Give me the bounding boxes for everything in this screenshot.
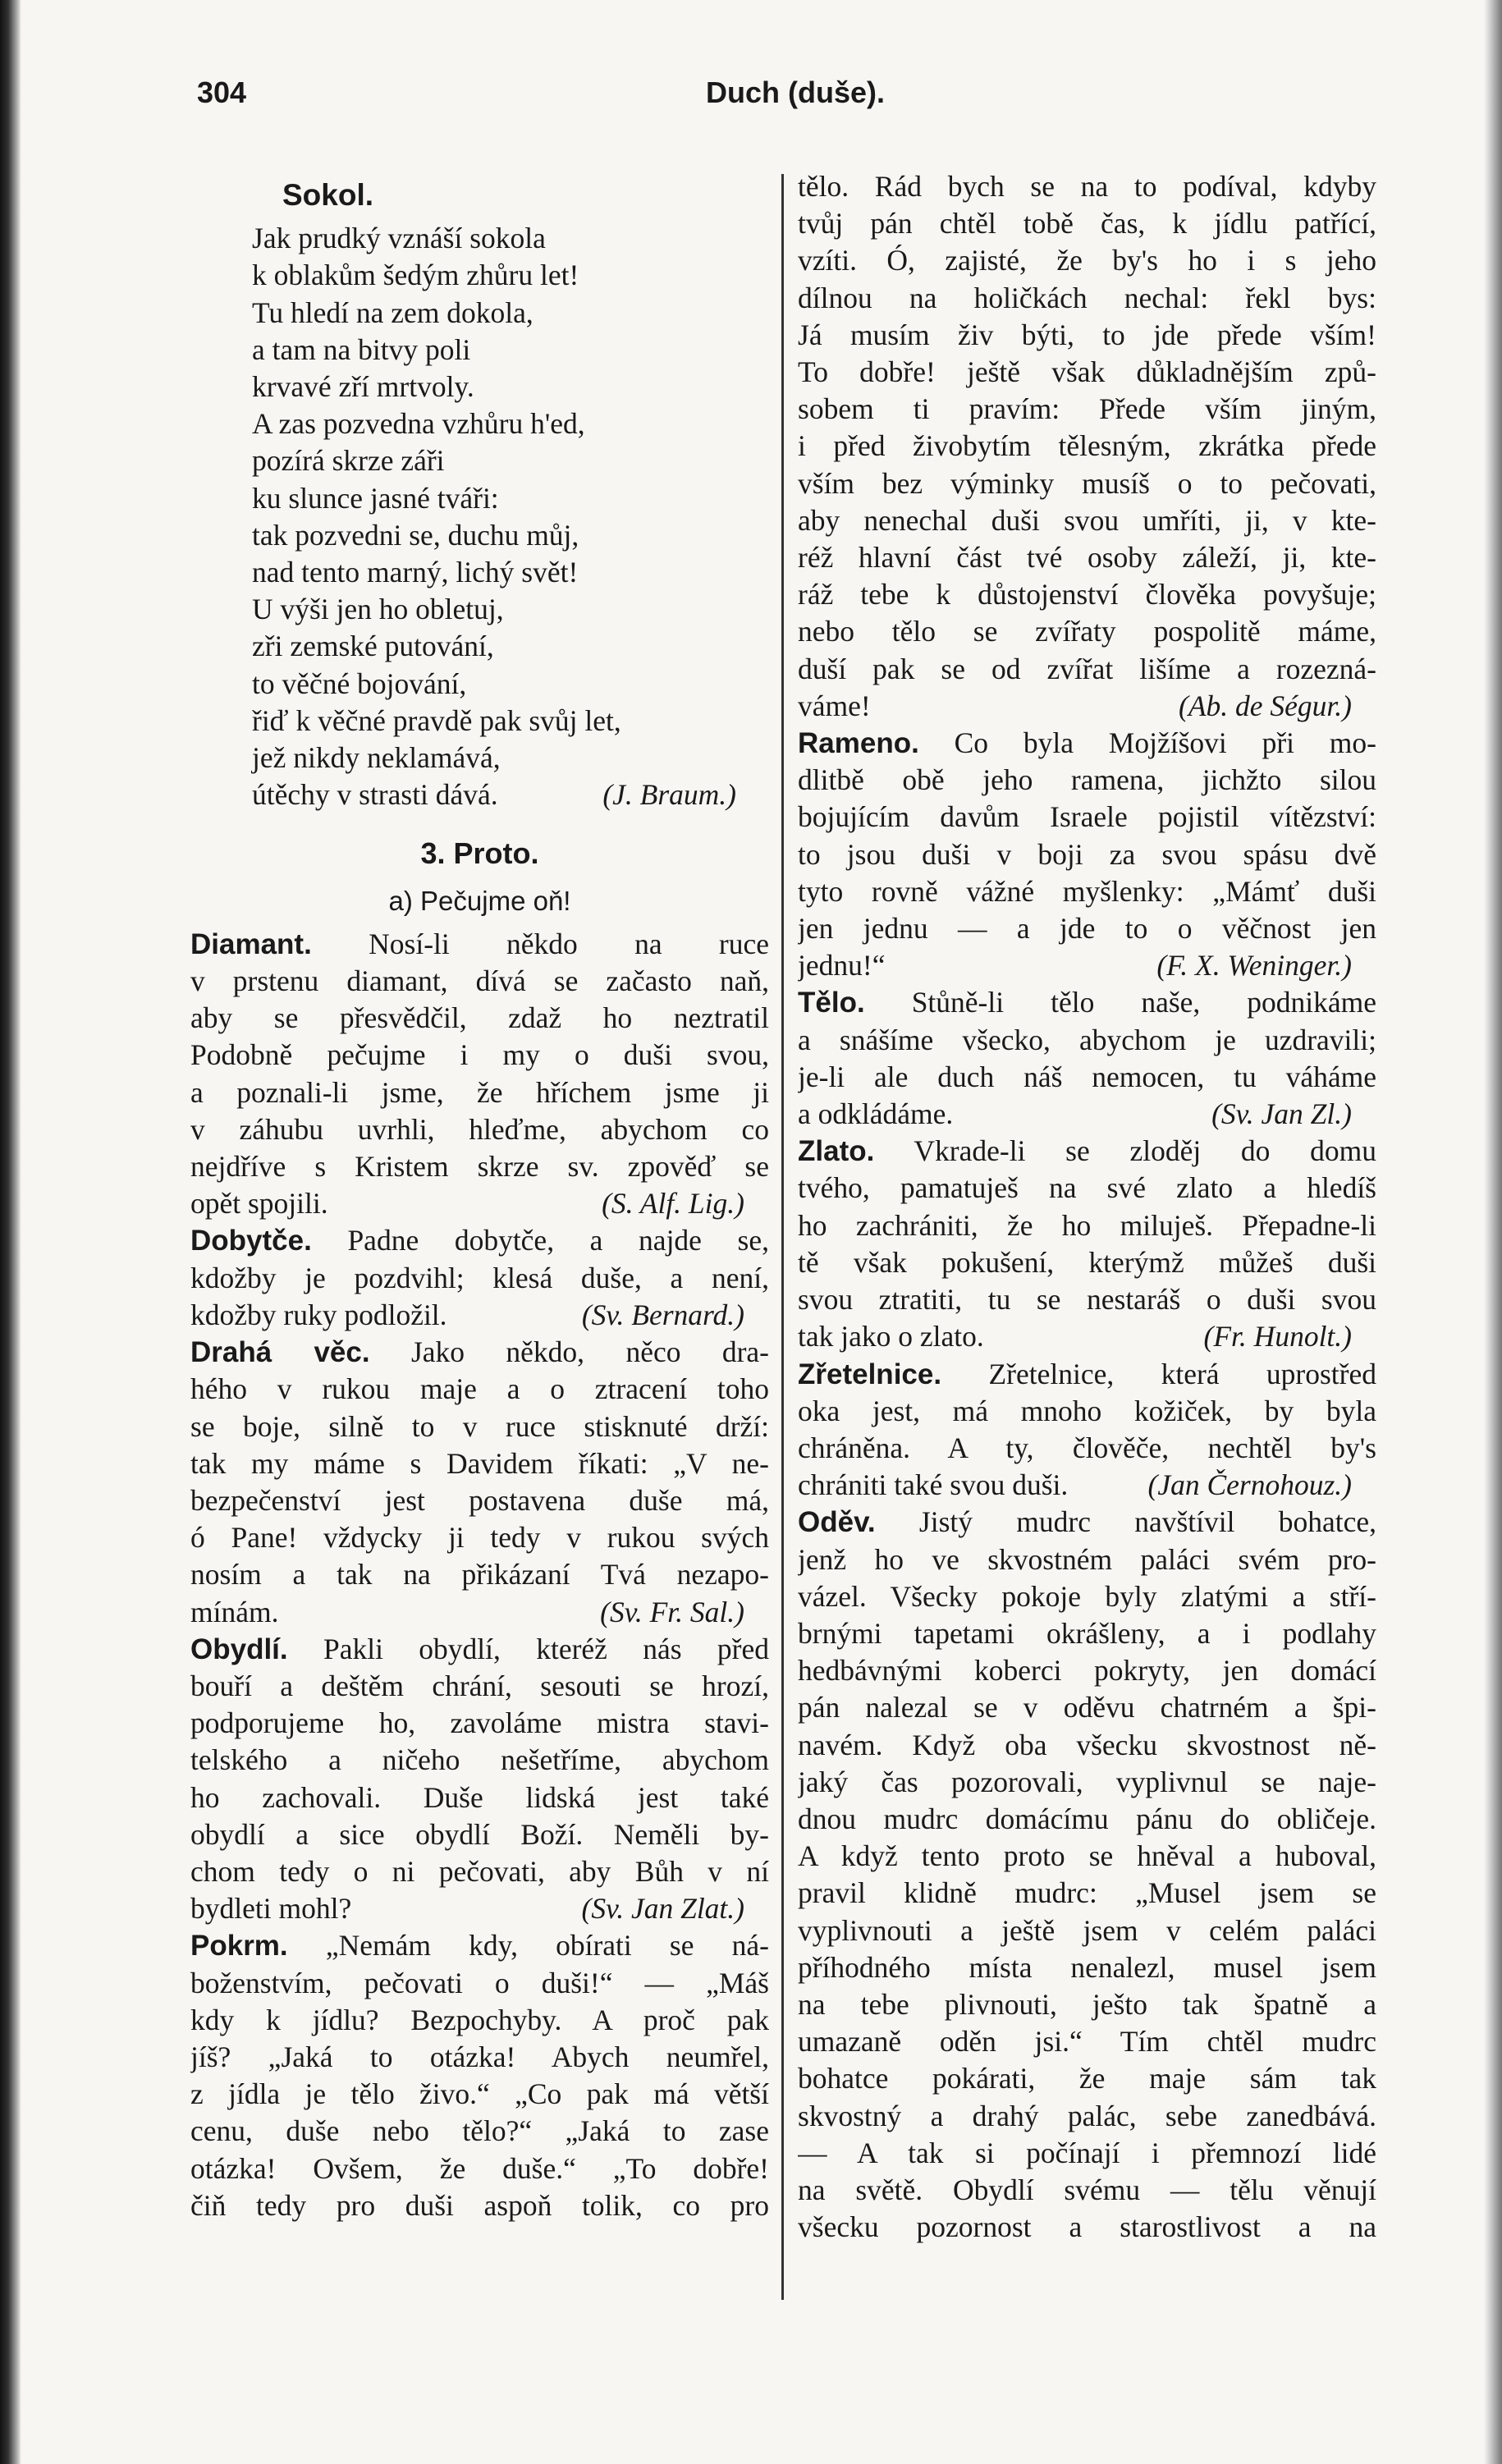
continuation-line: ráž tebe k důstojenství člověka povyšuje; <box>798 578 1376 611</box>
poem-line: Tu hledí na zem dokola, <box>252 295 533 329</box>
entry-line: Podobně pečujme i my o duši svou, <box>190 1038 769 1072</box>
entry-line: ó Pane! vždycky ji tedy v rukou svých <box>190 1521 769 1555</box>
entry-line: tak my máme s Davidem říkati: „V ne- <box>190 1446 769 1480</box>
left-entries <box>190 926 769 2224</box>
entry-source: (Sv. Bernard.) <box>581 1298 744 1331</box>
poem-line: Jak prudký vznáší sokola <box>252 222 546 255</box>
entry-first-line <box>798 1504 1376 1541</box>
continuation-last-text: váme! <box>798 689 871 722</box>
entry-line: hého v rukou maje a o ztracení toho <box>190 1372 769 1406</box>
entry-first-line <box>190 926 769 963</box>
entry-line: telského a ničeho nešetříme, abychom <box>190 1743 769 1777</box>
entry <box>798 1504 1376 2246</box>
entry-first-text: Pakli obydlí, kteréž nás před <box>323 1632 769 1665</box>
entry-keyword: Zřetelnice. <box>798 1358 942 1390</box>
entry <box>190 1334 769 1631</box>
entry-source: (Fr. Hunolt.) <box>1203 1320 1352 1353</box>
entry-last-line <box>798 1467 1376 1504</box>
entry-keyword: Diamant. <box>190 927 312 960</box>
right-entries <box>798 725 1376 2246</box>
entry-first-line <box>190 1927 769 1964</box>
entry-line: chráněna. A ty, člověče, nechtěl by's <box>798 1431 1376 1464</box>
entry-line: — A tak si počínají i přemnozí lidé <box>798 2136 1376 2169</box>
right-column <box>798 168 1376 2302</box>
entry-line: pravil klidně mudrc: „Musel jsem se <box>798 1876 1376 1910</box>
entry-line: tvého, pamatuješ na své zlato a hledíš <box>798 1171 1376 1205</box>
entry-line: všecku pozornost a starostlivost a na <box>798 2210 1376 2244</box>
entry-last-text: chrániti také svou duši. <box>798 1468 1069 1502</box>
poem-line: tak pozvedni se, duchu můj, <box>252 518 579 552</box>
entry-line: a poznali-li jsme, že hříchem jsme ji <box>190 1075 769 1109</box>
entry-last-text: kdožby ruky podložil. <box>190 1298 447 1331</box>
poem-line: k oblakům šedým zhůru let! <box>252 259 579 292</box>
entry-line: hedbávnými koberci pokryty, jen domácí <box>798 1654 1376 1688</box>
entry-line: dnou mudrc domácímu pánu do obličeje. <box>798 1802 1376 1835</box>
entry-first-text: Co byla Mojžíšovi při mo- <box>954 726 1376 760</box>
continuation-line: aby nenechal duši svou umříti, ji, v kte- <box>798 503 1376 537</box>
continuation-line: tvůj pán chtěl tobě čas, k jídlu patřící, <box>798 207 1376 240</box>
entry-first-text: „Nemám kdy, obírati se ná- <box>325 1929 769 1962</box>
entry-line: kdy k jídlu? Bezpochyby. A proč pak <box>190 2003 769 2036</box>
entry-last-line <box>190 1185 769 1222</box>
entry-last-line <box>190 1594 769 1631</box>
entry-line: vyplivnouti a ještě jsem v celém paláci <box>798 1913 1376 1947</box>
entry <box>190 926 769 1223</box>
entry-first-text: Nosí-li někdo na ruce <box>369 927 769 960</box>
entry-line: ho zachovali. Duše lidská jest také <box>190 1780 769 1814</box>
continuation-line: To dobře! ještě však důkladnějším způ- <box>798 355 1376 389</box>
entry-line: tě však pokušení, kterýmž můžeš duši <box>798 1245 1376 1279</box>
entry-keyword: Drahá věc. <box>190 1336 370 1369</box>
entry-line: bohatce pokárati, že maje sám tak <box>798 2062 1376 2095</box>
entry-line: a snášíme všecko, abychom je uzdravili; <box>798 1023 1376 1056</box>
entry-line: navém. Když oba všecku skvostnost ně- <box>798 1728 1376 1761</box>
entry-last-line <box>190 1297 769 1334</box>
entry-line: vázel. Všecky pokoje byly zlatými a stří- <box>798 1579 1376 1613</box>
poem-line: řiď k věčné pravdě pak svůj let, <box>252 703 621 737</box>
entry-line: skvostný a drahý palác, sebe zanedbává. <box>798 2099 1376 2132</box>
continuation-line: nebo tělo se zvířaty pospolitě máme, <box>798 615 1376 648</box>
continuation-last-line <box>798 688 1376 725</box>
continuation-line: tělo. Rád bych se na to podíval, kdyby <box>798 170 1376 203</box>
poem-line: U výši jen ho obletuj, <box>252 593 504 626</box>
entry-first-line <box>798 984 1376 1021</box>
entry-line: čiň tedy pro duši aspoň tolik, co pro <box>190 2188 769 2222</box>
entry-last-text: opět spojili. <box>190 1187 328 1221</box>
entry-line: bezpečenství jest postavena duše má, <box>190 1483 769 1517</box>
entry-line: jenž ho ve skvostném paláci svém pro- <box>798 1542 1376 1576</box>
poem-line: ku slunce jasné tváři: <box>252 481 499 515</box>
continuation-line: dílnou na holičkách nechal: řekl bys: <box>798 281 1376 314</box>
entry-last-line <box>798 1096 1376 1133</box>
entry-line: se boje, silně to v ruce stisknuté drží: <box>190 1409 769 1443</box>
entry <box>190 1927 769 2224</box>
entry-line: ho zachrániti, že ho miluješ. Přepadne-li <box>798 1208 1376 1242</box>
running-head-title: Duch (duše). <box>706 76 886 109</box>
entry <box>798 1133 1376 1355</box>
entry-line: v záhubu uvrhli, hleďme, abychom co <box>190 1112 769 1146</box>
poem-last-line <box>190 776 769 813</box>
entry-source: (Sv. Jan Zlat.) <box>581 1892 744 1926</box>
entry-line: brnými tapetami okrášleny, a i podlahy <box>798 1616 1376 1650</box>
continuation-line: i před živobytím tělesným, zkrátka přede <box>798 429 1376 463</box>
entry-keyword: Dobytče. <box>190 1225 312 1257</box>
entry-first-text: Zřetelnice, která uprostřed <box>988 1357 1376 1390</box>
entry-line: tyto rovně vážné myšlenky: „Mámť duši <box>798 874 1376 908</box>
continuation-paragraph <box>798 168 1376 688</box>
poem-title: Sokol. <box>282 178 374 212</box>
entry-first-line <box>798 725 1376 762</box>
entry-line: pán nalezal se v oděvu chatrném a špi- <box>798 1691 1376 1724</box>
entry-keyword: Oděv. <box>798 1506 876 1539</box>
entry-first-text: Vkrade-li se zloděj do domu <box>914 1134 1376 1168</box>
entry-line: v prstenu diamant, dívá se začasto naň, <box>190 964 769 998</box>
entry-keyword: Pokrm. <box>190 1930 288 1962</box>
entry-line: chom tedy o ni pečovati, aby Bůh v ní <box>190 1854 769 1888</box>
entry-keyword: Zlato. <box>798 1135 875 1168</box>
entry-line: nosím a tak na přikázaní Tvá nezapo- <box>190 1558 769 1592</box>
entry <box>798 725 1376 984</box>
entry-last-text: a odkládáme. <box>798 1097 954 1131</box>
entry-line: nejdříve s Kristem skrze sv. zpověď se <box>190 1150 769 1184</box>
entry-first-text: Padne dobytče, a najde se, <box>347 1224 769 1257</box>
running-head <box>197 76 1313 125</box>
entry-first-line <box>190 1334 769 1371</box>
poem-line: to věčné bojování, <box>252 666 467 700</box>
entry-last-text: mínám. <box>190 1595 279 1628</box>
continuation-source: (Ab. de Ségur.) <box>1179 689 1352 722</box>
entry-line: jen jednu — a jde to o věčnost jen <box>798 912 1376 946</box>
poem-last-line-text: útěchy v strasti dává. <box>252 778 498 812</box>
entry-line: bojujícím davům Israele pojistil vítězství: <box>798 800 1376 834</box>
poem-line: a tam na bitvy poli <box>252 332 471 366</box>
entry-keyword: Tělo. <box>798 987 865 1019</box>
poem-line: nad tento marný, lichý svět! <box>252 556 579 589</box>
entry-last-text: tak jako o zlato. <box>798 1320 984 1353</box>
entry-source: (S. Alf. Lig.) <box>602 1187 744 1221</box>
page-number: 304 <box>197 76 247 109</box>
entry <box>798 1356 1376 1505</box>
entry-line: cenu, duše nebo tělo?“ „Jaká to zase <box>190 2114 769 2148</box>
left-column <box>190 168 769 2302</box>
entry-first-line <box>190 1222 769 1259</box>
entry <box>190 1631 769 1928</box>
entry-source: (Jan Černohouz.) <box>1147 1468 1352 1502</box>
entry-first-line <box>798 1133 1376 1170</box>
page-edge-shadow-right <box>1484 0 1502 2464</box>
entry-line: to jsou duši v boji za svou spásu dvě <box>798 837 1376 871</box>
entry-line: podporujeme ho, zavoláme mistra stavi- <box>190 1706 769 1740</box>
entry-line: svou ztratiti, tu se nestaráš o duši svou <box>798 1283 1376 1317</box>
entry-last-line <box>798 1318 1376 1355</box>
entry-first-text: Jako někdo, něco dra- <box>410 1335 769 1369</box>
entry-line: jaký čas pozorovali, vyplivnul se naje- <box>798 1765 1376 1798</box>
entry-last-text: bydleti mohl? <box>190 1892 352 1926</box>
entry-line: na světě. Obydlí svému — tělu věnují <box>798 2173 1376 2206</box>
poem-line: jež nikdy neklamává, <box>252 741 501 775</box>
poem-source: (J. Braum.) <box>602 778 736 812</box>
entry-line: bouří a deštěm chrání, sesouti se hrozí, <box>190 1669 769 1702</box>
entry-line: A když tento proto se hněval a huboval, <box>798 1839 1376 1873</box>
section-heading: 3. Proto. <box>420 836 539 871</box>
entry-line: jíš? „Jaká to otázka! Abych neumřel, <box>190 2040 769 2073</box>
entry-line: aby se přesvědčil, zdaž ho neztratil <box>190 1001 769 1035</box>
continuation-line: réž hlavní část tvé osoby záleží, ji, kte- <box>798 541 1376 575</box>
column-divider <box>781 174 784 2300</box>
entry-line: boženstvím, pečovati o duši!“ — „Máš <box>190 1966 769 1999</box>
entry-source: (Sv. Fr. Sal.) <box>600 1595 744 1628</box>
continuation-line: vším bez výminky musíš o to pečovati, <box>798 466 1376 500</box>
poem-line: krvavé zří mrtvoly. <box>252 370 474 404</box>
entry-keyword: Rameno. <box>798 727 919 760</box>
subsection-heading: a) Pečujme oň! <box>388 885 571 916</box>
entry-line: je-li ale duch náš nemocen, tu váháme <box>798 1060 1376 1093</box>
entry-first-line <box>798 1356 1376 1393</box>
continuation-line: duší pak se od zvířat lišíme a rozezná- <box>798 652 1376 685</box>
entry-line: umazaně oděn jsi.“ Tím chtěl mudrc <box>798 2025 1376 2059</box>
page-edge-shadow-left <box>0 0 21 2464</box>
entry <box>190 1222 769 1334</box>
poem <box>190 220 769 776</box>
entry-first-line <box>190 1631 769 1668</box>
entry-keyword: Obydlí. <box>190 1633 288 1665</box>
entry-line: obydlí a sice obydlí Boží. Neměli by- <box>190 1817 769 1851</box>
continuation-line: vzíti. Ó, zajisté, že by's ho i s jeho <box>798 244 1376 277</box>
entry-line: příhodného místa nenalezl, musel jsem <box>798 1950 1376 1984</box>
entry-last-text: jednu!“ <box>798 949 886 982</box>
entry-line: z jídla je tělo živo.“ „Co pak má větší <box>190 2077 769 2111</box>
entry-source: (F. X. Weninger.) <box>1156 949 1352 982</box>
poem-line: pozírá skrze záři <box>252 444 445 478</box>
entry-line: dlitbě obě jeho ramena, jichžto silou <box>798 763 1376 797</box>
entry-last-line <box>190 1890 769 1927</box>
poem-line: zři zemské putování, <box>252 630 494 663</box>
poem-line: A zas pozvedna vzhůru h'ed, <box>252 407 585 441</box>
entry <box>798 984 1376 1133</box>
continuation-line: Já musím živ býti, to jde přede vším! <box>798 318 1376 351</box>
entry-line: oka jest, má mnoho kožiček, by byla <box>798 1394 1376 1427</box>
entry-last-line <box>798 947 1376 984</box>
entry-first-text: Jistý mudrc navštívil bohatce, <box>918 1505 1376 1539</box>
entry-line: kdožby je pozdvihl; klesá duše, a není, <box>190 1261 769 1294</box>
continuation-line: sobem ti pravím: Přede vším jiným, <box>798 392 1376 426</box>
entry-line: otázka! Ovšem, že duše.“ „To dobře! <box>190 2151 769 2185</box>
entry-line: na tebe plivnouti, ješto tak špatně a <box>798 1987 1376 2021</box>
entry-source: (Sv. Jan Zl.) <box>1211 1097 1352 1131</box>
entry-first-text: Stůně-li tělo naše, podnikáme <box>911 986 1376 1019</box>
